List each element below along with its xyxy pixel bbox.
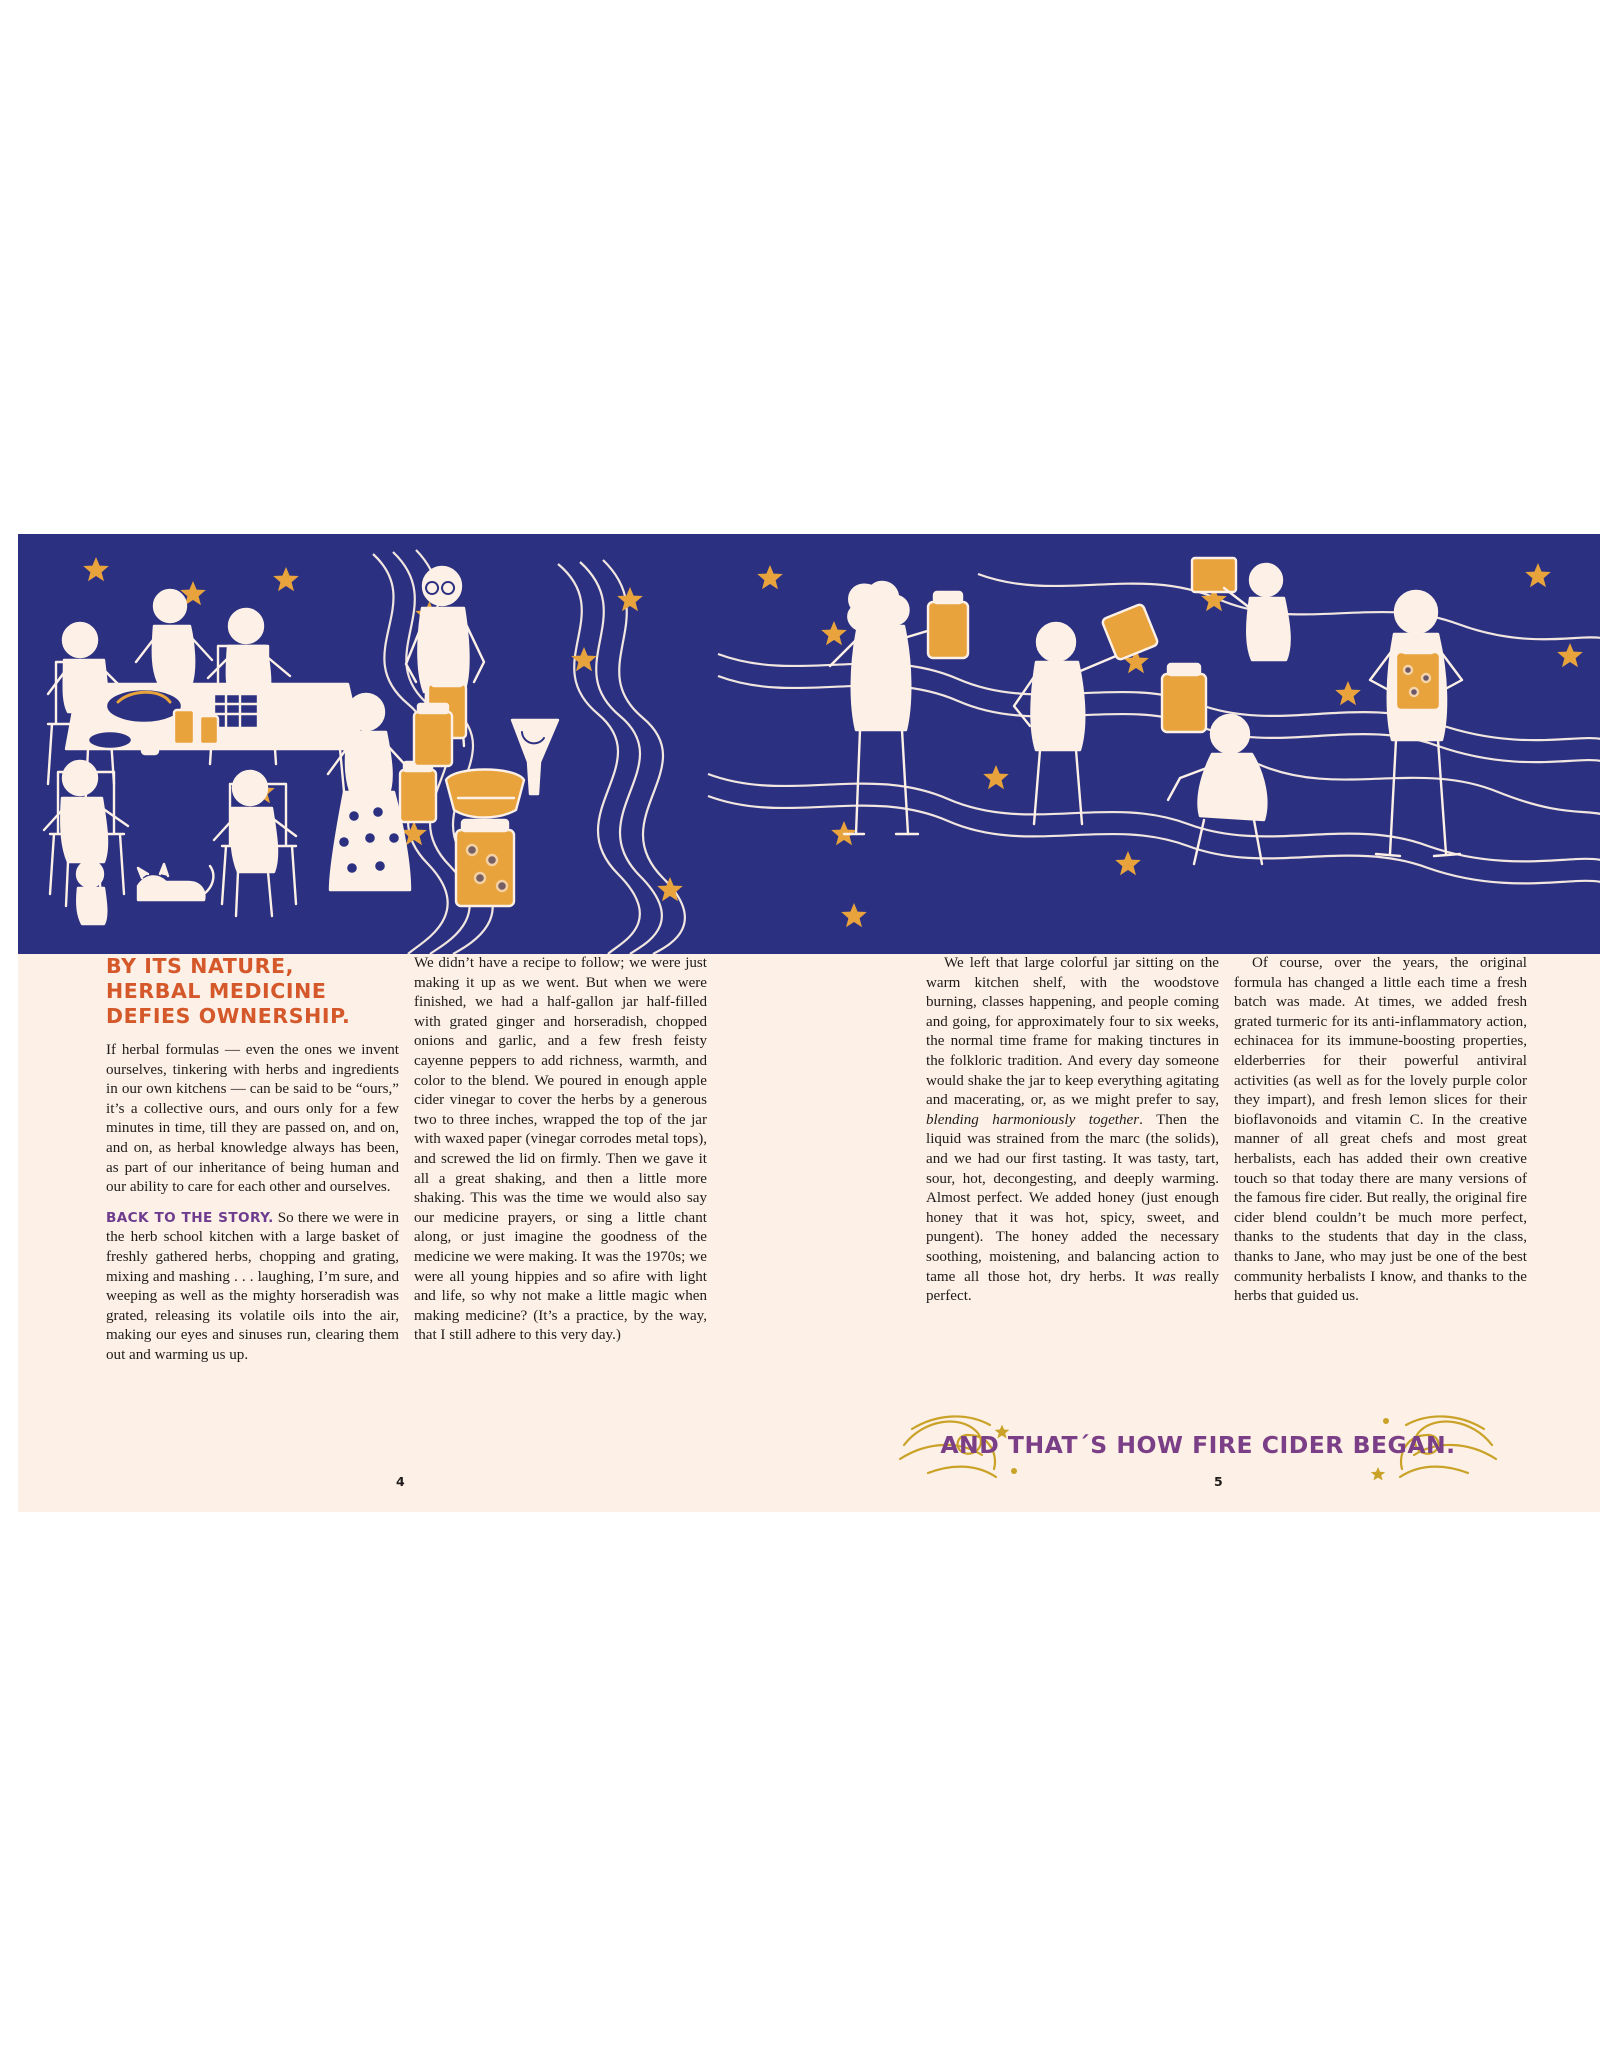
column-1-paragraph-2-text: So there we were in the herb school kitchen with a large basket of freshly gathered herbs, chopping and grating, mixing and mashing . . . laughing, I’m sure, and weeping as well as the mighty horseradish was grated, releasing its volatile oils into the air, making our eyes and sinuses run, clearing them out and warming us up. <box>106 1209 400 1363</box>
page-title <box>106 954 399 1029</box>
page-number-right: 5 <box>1214 1474 1223 1489</box>
book-spread <box>18 534 1600 1512</box>
column-3 <box>926 954 1219 1307</box>
column-1-paragraph-2 <box>106 1209 399 1366</box>
fire-cider-illustration <box>18 534 1600 954</box>
banner-text: AND THAT´S HOW FIRE CIDER BEGAN. <box>940 1431 1456 1459</box>
page-title-line-1: BY ITS NATURE, <box>106 954 295 978</box>
illustration-band <box>18 534 1600 954</box>
column-3-text-a: We left that large colorful jar sitting on the warm kitchen shelf, with the woodstove burning, classes happening, and people coming and going, for approximately four to six weeks, the normal time frame for making tinctures in the folkloric tradition. And every day someone would shake the jar to keep everything agitating and macerating, or, as we might prefer to say, <box>926 955 1219 1109</box>
column-3-emphasis-1: blending harmoniously together <box>926 1111 1140 1128</box>
column-3-text-b: . Then the liquid was strained from the marc (the solids), and we had our first tasting. It was tasty, tart, sour, hot, decongesting, and deeply warming. Almost perfect. We added honey (just enough honey that it was hot, spicy, sweet, and pungent). The honey added the necessary soothing, moistening, and balancing action to tame all those hot, dry herbs. It <box>926 1111 1219 1285</box>
page-title-line-2: HERBAL MEDICINE <box>106 979 327 1003</box>
column-3-text-c: really perfect. <box>926 1268 1219 1305</box>
page-number-left: 4 <box>396 1474 405 1489</box>
column-1-paragraph-1: If herbal formulas — even the ones we invent ourselves, tinkering with herbs and ingredients in our own kitchens — can be said to be “ours,” it’s a collective ours, and ours only for a few minutes in time, till they are passed on, and on, and on, as herbal knowledge always has been, as part of our inheritance of being human and our ability to care for each other and ourselves. <box>106 1042 399 1196</box>
column-1 <box>106 954 399 1366</box>
column-4-paragraph-1: Of course, over the years, the original formula has changed a little each time a fresh batch was made. At times, we added fresh grated turmeric for its anti-inflammatory action, echinacea for its immune-boosting properties, elderberries for their powerful antiviral activities (as well as for the lovely purple color they impart), and fresh lemon slices for their bioflavonoids and vitamin C. In the creative manner of all great chefs and most great herbalists, each has added their own creative touch so that today there are many versions of the famous fire cider. But really, the original fire cider blend couldn’t be much more perfect, thanks to the students that day in the class, thanks to Jane, who may just be one of the best community herbalists I know, and thanks to the herbs that guided us. <box>1234 955 1527 1305</box>
column-2-paragraph-1: We didn’t have a recipe to follow; we were just making it up as we went. But when we were finished, we had a half-gallon jar half-filled with grated ginger and horseradish, chopped onions and garlic, and a few fresh feisty cayenne peppers to add richness, warmth, and color to the blend. We poured in enough apple cider vinegar to cover the herbs by a generous two to three inches, wrapped the top of the jar with waxed paper (vinegar corrodes metal tops), and screwed the lid on firmly. Then we gave it all a great shaking, and then a little more shaking. This was the time we would also say our medicine prayers, or sing a little chant along, or just imagine the goodness of the medicine we were making. It was the 1970s; we were all young hippies and so afire with light and life, so why not make a little magic when making medicine? (It’s a practice, by the way, that I still adhere to this very day.) <box>414 955 707 1344</box>
column-4 <box>1234 954 1527 1307</box>
fire-cider-banner <box>898 1399 1498 1491</box>
column-3-paragraph-1 <box>926 954 1219 1307</box>
back-to-the-story-lead-in: BACK TO THE STORY. <box>106 1209 274 1226</box>
column-2 <box>414 954 707 1346</box>
column-3-emphasis-2: was <box>1152 1268 1176 1285</box>
page-title-line-3: DEFIES OWNERSHIP. <box>106 1004 351 1028</box>
